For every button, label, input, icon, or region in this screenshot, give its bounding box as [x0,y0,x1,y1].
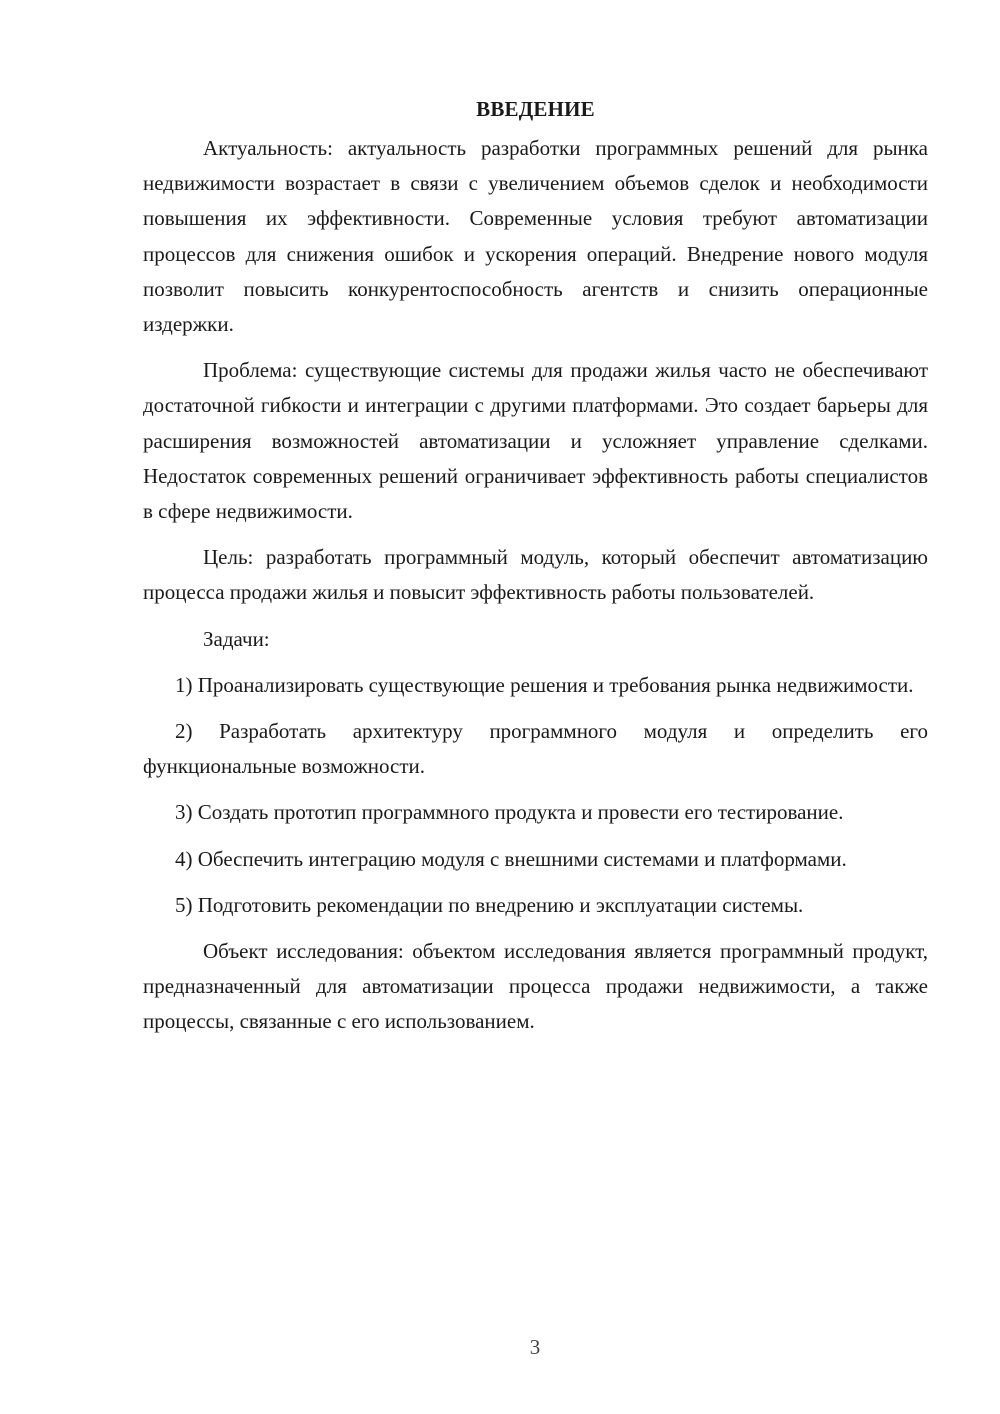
goal-paragraph: Цель: разработать программный модуль, который обеспечит автоматизацию процесса продажи жилья и повысит эффективность работы пользователей. [143,545,928,605]
page-number: 3 [529,1335,541,1359]
task-item: 4) Обеспечить интеграцию модуля с внешними системами и платформами. [175,846,847,871]
relevance-paragraph: Актуальность: актуальность разработки программных решений для рынка недвижимости возрастает в связи с увеличением объемов сделок и необходимости повышения их эффективности. Современные условия требуют автоматизации процессов для снижения ошибок и ускорения операций. Внедрение нового модуля позволит повысить конкурентоспособность агентств и снизить операционные издержки. [143,136,928,337]
tasks-label: Задачи: [203,626,270,651]
document-page [143,92,928,1051]
task-item: 5) Подготовить рекомендации по внедрению и эксплуатации системы. [175,892,804,917]
task-item: 2) Разработать архитектуру программного модуля и определить его функциональные возможности. [143,719,928,779]
research-object-paragraph: Объект исследования: объектом исследования является программный продукт, предназначенный для автоматизации процесса продажи недвижимости, а также процессы, связанные с его использованием. [143,939,928,1034]
task-item: 1) Проанализировать существующие решения и требования рынка недвижимости. [175,672,914,697]
task-item: 3) Создать прототип программного продукта и провести его тестирование. [175,800,844,825]
problem-paragraph: Проблема: существующие системы для продажи жилья часто не обеспечивают достаточной гибкости и интеграции с другими платформами. Это создает барьеры для расширения возможностей автоматизации и усложняет управление сделками. Недостаток современных решений ограничивает эффективность работы специалистов в сфере недвижимости. [143,358,928,524]
section-heading: ВВЕДЕНИЕ [476,97,595,121]
